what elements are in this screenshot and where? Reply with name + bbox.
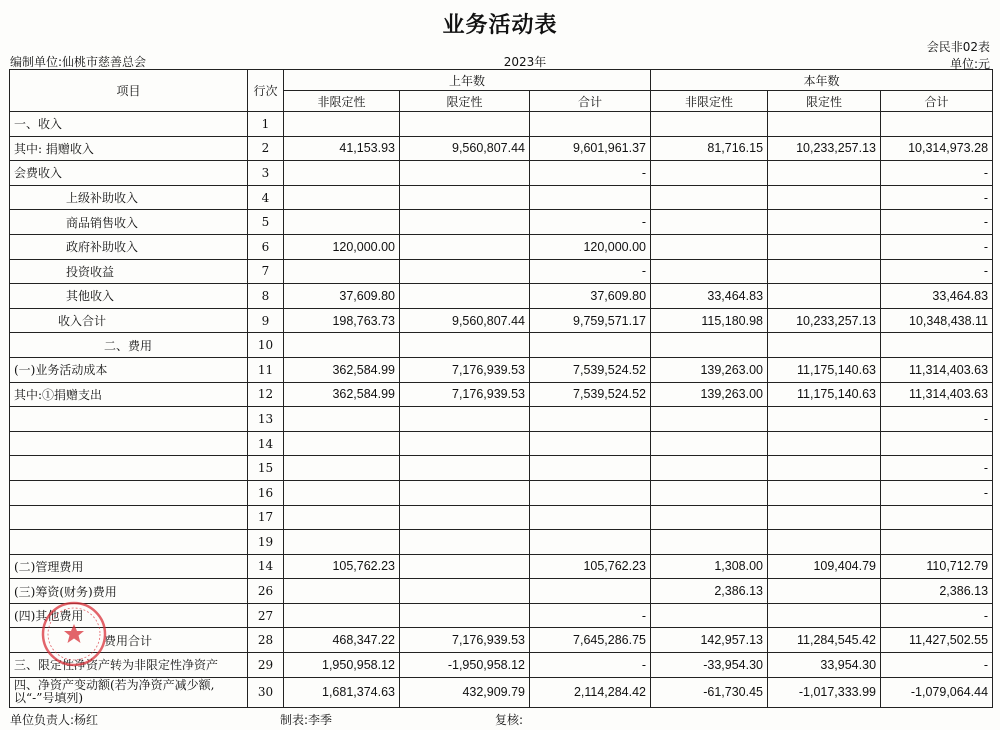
cell-prev-unrestricted [284,579,400,604]
row-item-label [10,505,248,530]
row-item-label: (一)业务活动成本 [10,357,248,382]
table-row [10,677,993,707]
cell-curr-restricted [768,530,881,555]
cell-prev-total: 9,601,961.37 [530,136,651,161]
row-number: 8 [248,284,284,309]
cell-curr-total: - [881,480,993,505]
cell-prev-total [530,112,651,137]
cell-curr-restricted [768,284,881,309]
row-item-label: 四、净资产变动额(若为净资产减少额,以“-”号填列) [10,677,248,707]
table-row [10,480,993,505]
cell-curr-unrestricted: 115,180.98 [651,308,768,333]
cell-curr-total: 33,464.83 [881,284,993,309]
cell-curr-total: - [881,456,993,481]
cell-prev-restricted [400,554,530,579]
row-number: 15 [248,456,284,481]
cell-curr-total [881,505,993,530]
row-number: 29 [248,653,284,678]
cell-curr-total: - [881,603,993,628]
cell-curr-total: - [881,259,993,284]
cell-prev-unrestricted: 105,762.23 [284,554,400,579]
cell-curr-total: 11,314,403.63 [881,357,993,382]
cell-curr-restricted: 10,233,257.13 [768,136,881,161]
cell-prev-total: 9,759,571.17 [530,308,651,333]
cell-curr-unrestricted [651,112,768,137]
cell-curr-unrestricted [651,210,768,235]
row-item-label: (四)其他费用 [10,603,248,628]
cell-curr-unrestricted [651,234,768,259]
cell-prev-unrestricted [284,480,400,505]
cell-curr-unrestricted [651,259,768,284]
table-row [10,456,993,481]
header-curr-total: 合计 [881,91,993,112]
cell-curr-total: 11,427,502.55 [881,628,993,653]
header-row-no: 行次 [248,70,284,112]
cell-curr-unrestricted: 33,464.83 [651,284,768,309]
row-item-label: (二)管理费用 [10,554,248,579]
row-number: 7 [248,259,284,284]
row-number: 3 [248,161,284,186]
cell-prev-restricted [400,185,530,210]
cell-prev-total [530,530,651,555]
cell-curr-total: - [881,210,993,235]
cell-curr-restricted [768,210,881,235]
cell-prev-restricted [400,161,530,186]
cell-curr-restricted [768,259,881,284]
cell-curr-restricted: -1,017,333.99 [768,677,881,707]
cell-prev-unrestricted: 1,681,374.63 [284,677,400,707]
table-row [10,554,993,579]
cell-prev-restricted [400,284,530,309]
table-row [10,308,993,333]
row-item-label [10,407,248,432]
cell-curr-total: - [881,161,993,186]
cell-prev-total [530,407,651,432]
header-prev-restricted: 限定性 [400,91,530,112]
table-row [10,382,993,407]
header-prev-year: 上年数 [284,70,651,91]
cell-prev-unrestricted [284,185,400,210]
table-row [10,579,993,604]
cell-prev-total: 7,539,524.52 [530,357,651,382]
cell-curr-unrestricted [651,185,768,210]
cell-curr-total: 10,314,973.28 [881,136,993,161]
row-item-label: 投资收益 [10,259,248,284]
cell-curr-total [881,112,993,137]
table-row [10,333,993,358]
row-item-label [10,530,248,555]
cell-prev-total [530,456,651,481]
row-number: 12 [248,382,284,407]
cell-prev-total: - [530,603,651,628]
cell-prev-restricted [400,603,530,628]
row-number: 27 [248,603,284,628]
table-row [10,234,993,259]
row-item-label: 其中: 捐赠收入 [10,136,248,161]
cell-prev-restricted [400,407,530,432]
cell-prev-unrestricted: 362,584.99 [284,382,400,407]
cell-prev-unrestricted: 120,000.00 [284,234,400,259]
cell-curr-restricted [768,185,881,210]
cell-curr-total: 10,348,438.11 [881,308,993,333]
cell-curr-total [881,530,993,555]
cell-prev-restricted: 7,176,939.53 [400,628,530,653]
cell-curr-restricted: 11,284,545.42 [768,628,881,653]
cell-curr-unrestricted [651,480,768,505]
footer-preparer: 制表:李季 [280,713,333,727]
cell-curr-unrestricted: 139,263.00 [651,357,768,382]
cell-prev-restricted [400,210,530,235]
row-number: 16 [248,480,284,505]
table-row [10,603,993,628]
row-item-label: 一、收入 [10,112,248,137]
row-item-label: 其中:①捐赠支出 [10,382,248,407]
cell-curr-unrestricted: -61,730.45 [651,677,768,707]
cell-prev-unrestricted [284,333,400,358]
cell-prev-unrestricted: 1,950,958.12 [284,653,400,678]
cell-curr-unrestricted: 1,308.00 [651,554,768,579]
cell-curr-total: - [881,653,993,678]
header-item: 项目 [10,70,248,112]
cell-curr-restricted [768,505,881,530]
cell-prev-restricted: -1,950,958.12 [400,653,530,678]
cell-prev-unrestricted [284,210,400,235]
cell-curr-restricted [768,161,881,186]
cell-curr-unrestricted: -33,954.30 [651,653,768,678]
cell-curr-restricted [768,431,881,456]
table-row [10,357,993,382]
cell-prev-restricted: 7,176,939.53 [400,357,530,382]
cell-prev-unrestricted: 198,763.73 [284,308,400,333]
row-number: 14 [248,554,284,579]
cell-curr-unrestricted: 139,263.00 [651,382,768,407]
cell-curr-restricted: 33,954.30 [768,653,881,678]
cell-prev-restricted [400,480,530,505]
cell-prev-total [530,505,651,530]
cell-curr-restricted: 10,233,257.13 [768,308,881,333]
cell-prev-unrestricted [284,407,400,432]
table-row [10,505,993,530]
cell-prev-total [530,480,651,505]
header-prev-unrestricted: 非限定性 [284,91,400,112]
org-name: 编制单位:仙桃市慈善总会 [10,55,147,69]
cell-curr-restricted: 11,175,140.63 [768,357,881,382]
row-number: 11 [248,357,284,382]
row-item-label: 上级补助收入 [10,185,248,210]
cell-curr-restricted [768,407,881,432]
table-body [10,112,993,708]
cell-curr-total: -1,079,064.44 [881,677,993,707]
cell-prev-unrestricted [284,530,400,555]
cell-curr-restricted: 109,404.79 [768,554,881,579]
cell-prev-restricted [400,456,530,481]
row-number: 6 [248,234,284,259]
header-prev-total: 合计 [530,91,651,112]
currency-unit: 单位:元 [949,57,990,71]
activity-table [9,69,993,708]
cell-prev-unrestricted: 41,153.93 [284,136,400,161]
cell-prev-restricted: 9,560,807.44 [400,308,530,333]
form-code: 会民非02表 [926,40,990,54]
cell-curr-total: - [881,234,993,259]
row-number: 28 [248,628,284,653]
table-row [10,136,993,161]
cell-curr-restricted [768,333,881,358]
cell-curr-unrestricted [651,431,768,456]
table-row [10,530,993,555]
cell-prev-total: - [530,161,651,186]
cell-prev-total: 7,539,524.52 [530,382,651,407]
row-number: 13 [248,407,284,432]
row-item-label: 三、限定性净资产转为非限定性净资产 [10,653,248,678]
cell-prev-restricted: 7,176,939.53 [400,382,530,407]
row-number: 10 [248,333,284,358]
cell-curr-unrestricted [651,333,768,358]
row-item-label: 会费收入 [10,161,248,186]
cell-prev-restricted [400,579,530,604]
table-row [10,259,993,284]
cell-prev-total [530,579,651,604]
table-row [10,653,993,678]
cell-prev-total [530,333,651,358]
row-item-label: 费用合计 [10,628,248,653]
row-number: 2 [248,136,284,161]
row-number: 9 [248,308,284,333]
footer-reviewer: 复核: [495,713,524,727]
cell-curr-restricted [768,234,881,259]
cell-curr-unrestricted [651,407,768,432]
cell-prev-restricted: 9,560,807.44 [400,136,530,161]
cell-prev-total: - [530,259,651,284]
table-row [10,407,993,432]
row-item-label: 其他收入 [10,284,248,309]
cell-curr-restricted [768,480,881,505]
table-row [10,112,993,137]
table-row [10,210,993,235]
row-number: 1 [248,112,284,137]
row-number: 19 [248,530,284,555]
row-number: 30 [248,677,284,707]
cell-prev-unrestricted [284,603,400,628]
header-curr-unrestricted: 非限定性 [651,91,768,112]
cell-prev-restricted [400,234,530,259]
cell-curr-total [881,333,993,358]
cell-curr-restricted [768,112,881,137]
cell-curr-total: 110,712.79 [881,554,993,579]
header-curr-restricted: 限定性 [768,91,881,112]
cell-prev-restricted [400,431,530,456]
cell-curr-unrestricted: 142,957.13 [651,628,768,653]
cell-curr-restricted [768,456,881,481]
cell-prev-unrestricted: 37,609.80 [284,284,400,309]
row-item-label: 二、费用 [10,333,248,358]
cell-prev-total: 2,114,284.42 [530,677,651,707]
row-item-label: 政府补助收入 [10,234,248,259]
row-item-label: 收入合计 [10,308,248,333]
cell-prev-total [530,185,651,210]
cell-prev-restricted [400,333,530,358]
footer-head: 单位负责人:杨红 [10,713,99,727]
cell-prev-restricted [400,112,530,137]
cell-prev-unrestricted: 468,347.22 [284,628,400,653]
cell-curr-unrestricted: 81,716.15 [651,136,768,161]
table-row [10,185,993,210]
row-number: 14 [248,431,284,456]
cell-prev-total: - [530,653,651,678]
cell-curr-total: - [881,185,993,210]
table-row [10,628,993,653]
cell-prev-unrestricted [284,456,400,481]
cell-prev-total: 7,645,286.75 [530,628,651,653]
cell-curr-unrestricted [651,603,768,628]
row-item-label [10,431,248,456]
cell-prev-restricted [400,505,530,530]
cell-prev-unrestricted [284,259,400,284]
cell-curr-unrestricted [651,161,768,186]
row-item-label: (三)筹资(财务)费用 [10,579,248,604]
cell-prev-unrestricted [284,505,400,530]
cell-prev-restricted: 432,909.79 [400,677,530,707]
row-number: 4 [248,185,284,210]
cell-prev-unrestricted [284,161,400,186]
cell-curr-unrestricted [651,456,768,481]
cell-prev-total: 105,762.23 [530,554,651,579]
row-number: 17 [248,505,284,530]
cell-curr-total [881,431,993,456]
cell-prev-unrestricted [284,112,400,137]
report-title: 业务活动表 [442,13,558,38]
cell-prev-restricted [400,530,530,555]
row-number: 26 [248,579,284,604]
cell-prev-unrestricted: 362,584.99 [284,357,400,382]
cell-curr-restricted [768,579,881,604]
cell-curr-total: 2,386.13 [881,579,993,604]
cell-curr-unrestricted [651,530,768,555]
cell-prev-unrestricted [284,431,400,456]
table-row [10,161,993,186]
cell-prev-total: 37,609.80 [530,284,651,309]
cell-curr-restricted [768,603,881,628]
cell-prev-restricted [400,259,530,284]
cell-curr-total: - [881,407,993,432]
cell-curr-total: 11,314,403.63 [881,382,993,407]
row-number: 5 [248,210,284,235]
cell-curr-unrestricted [651,505,768,530]
row-item-label [10,456,248,481]
header-curr-year: 本年数 [651,70,993,91]
table-row [10,284,993,309]
cell-curr-restricted: 11,175,140.63 [768,382,881,407]
cell-prev-total: - [530,210,651,235]
cell-prev-total: 120,000.00 [530,234,651,259]
cell-curr-unrestricted: 2,386.13 [651,579,768,604]
row-item-label [10,480,248,505]
report-year: 2023年 [503,55,547,69]
row-item-label: 商品销售收入 [10,210,248,235]
cell-prev-total [530,431,651,456]
table-row [10,431,993,456]
